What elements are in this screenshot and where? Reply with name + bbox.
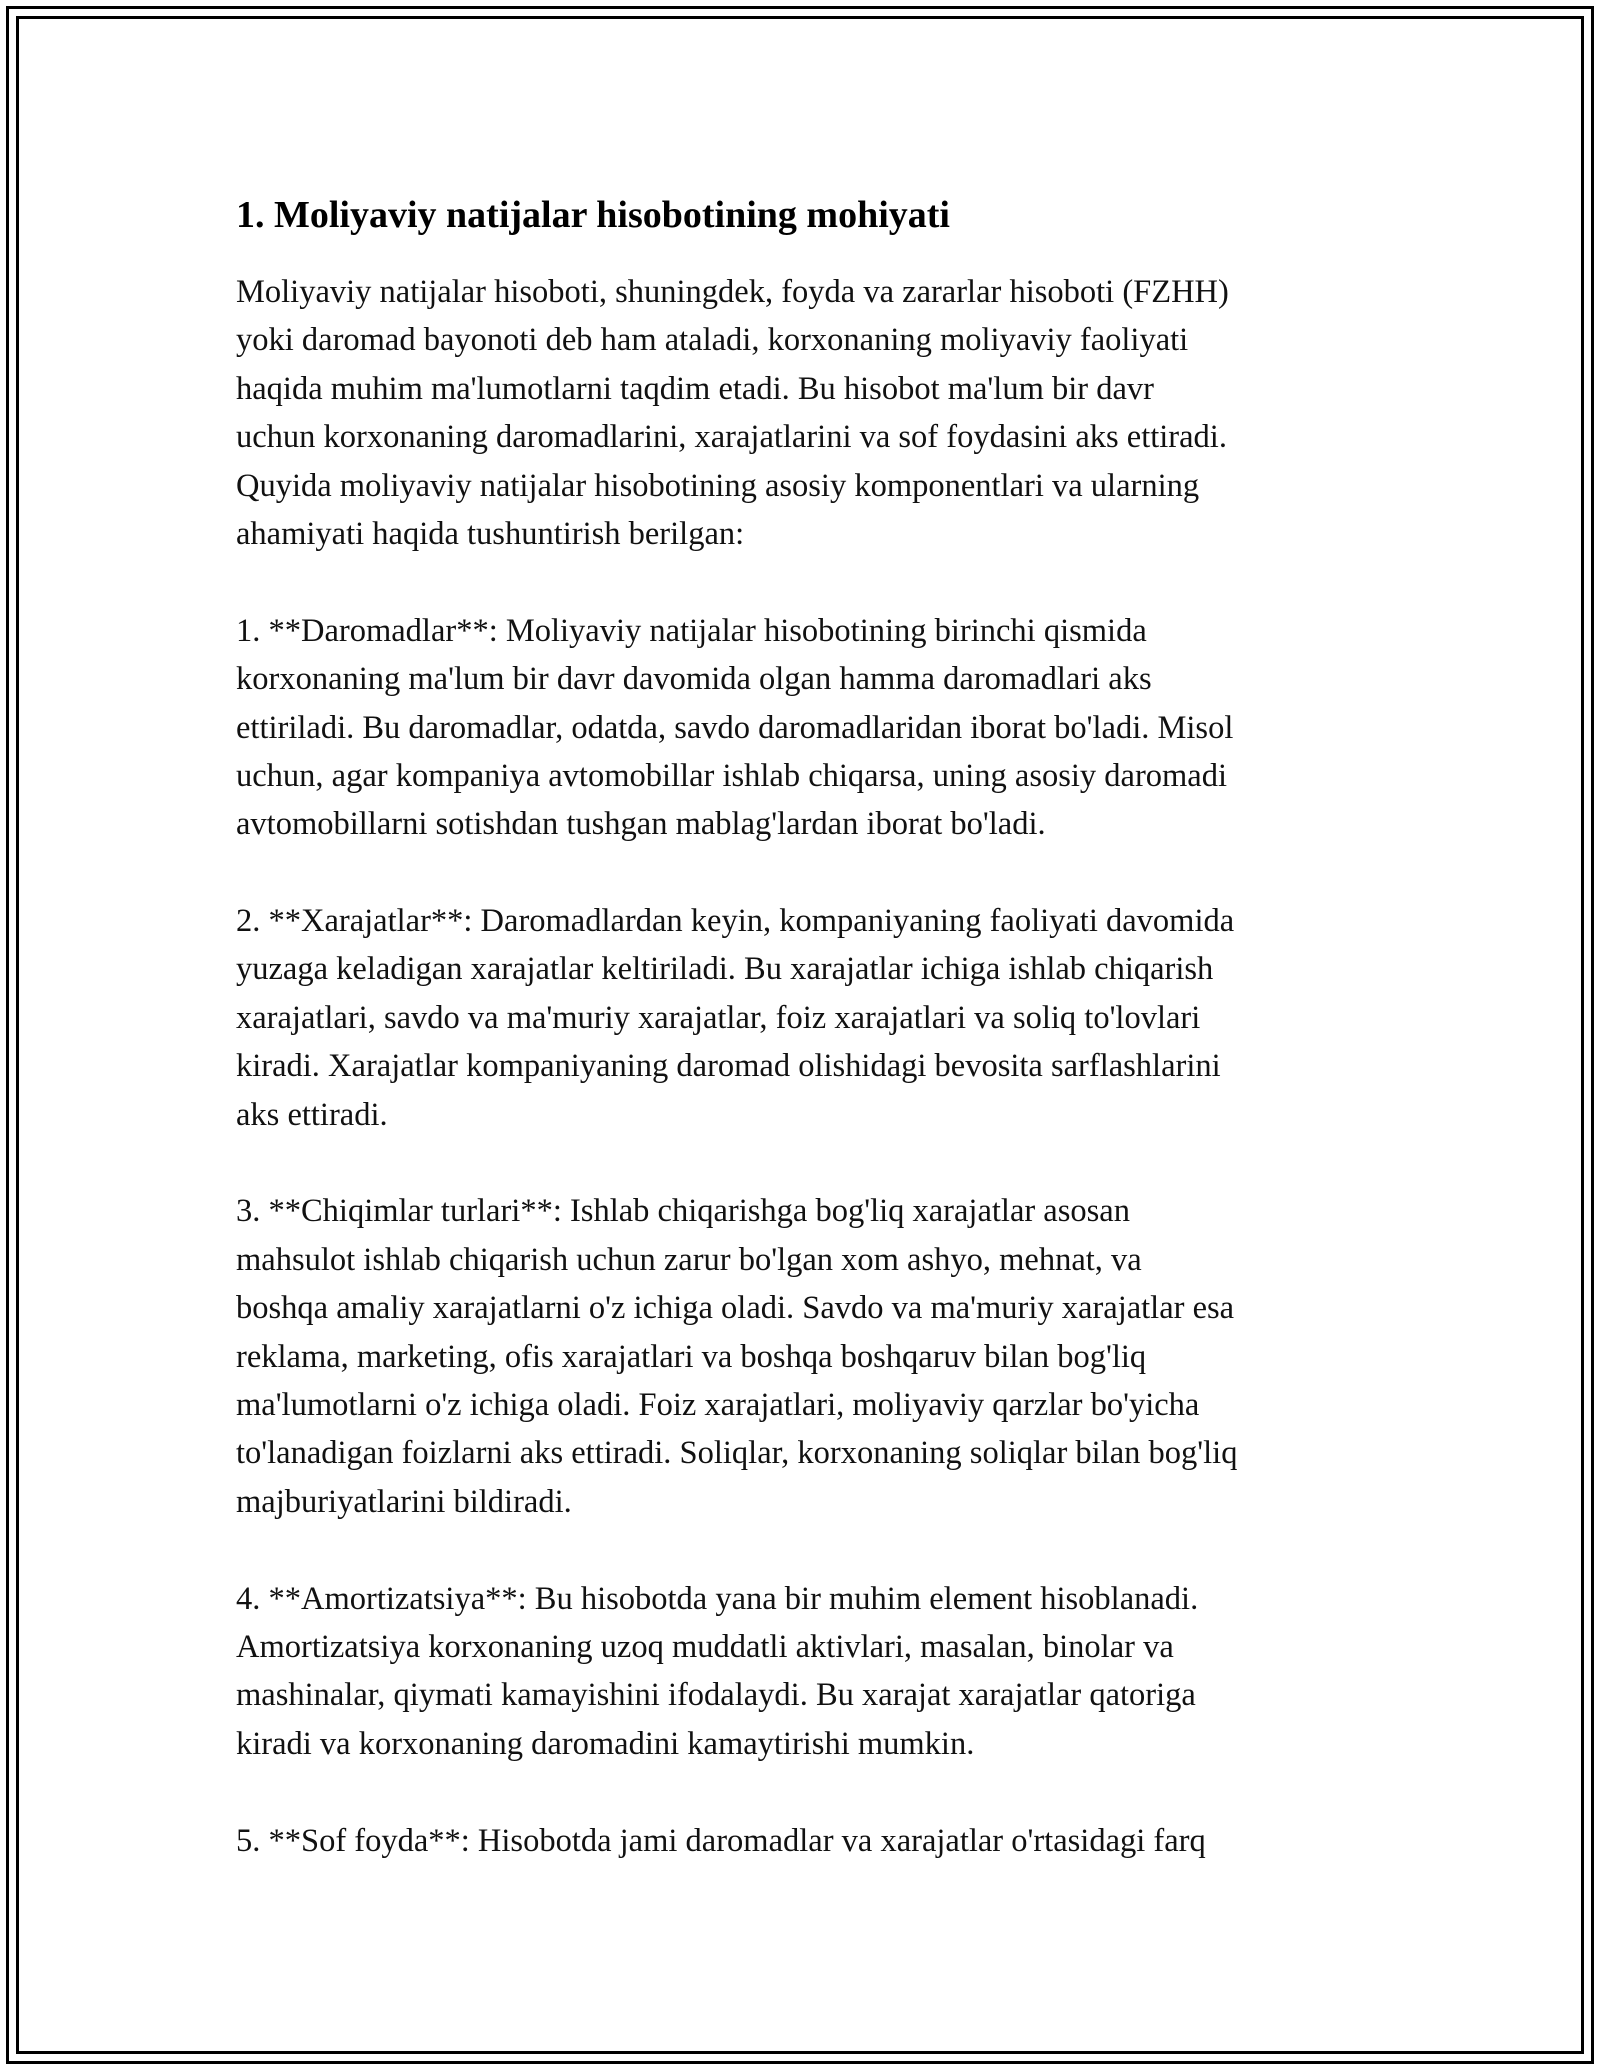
text-line: kiradi va korxonaning daromadini kamaytirishi mumkin.	[236, 1725, 975, 1762]
text-line: kiradi. Xarajatlar kompaniyaning daromad olishidagi bevosita sarflashlarini	[236, 1048, 1221, 1085]
text-line: 3. **Chiqimlar turlari**: Ishlab chiqarishga bog'liq xarajatlar asosan	[236, 1193, 1130, 1230]
text-line: uchun, agar kompaniya avtomobillar ishlab chiqarsa, uning asosiy daromadi	[236, 757, 1227, 794]
text-line: mashinalar, qiymati kamayishini ifodalaydi. Bu xarajat xarajatlar qatoriga	[236, 1677, 1196, 1714]
text-line: korxonaning ma'lum bir davr davomida olgan hamma daromadlari aks	[236, 661, 1152, 698]
document-body	[236, 182, 1376, 1913]
text-line: yuzaga keladigan xarajatlar keltiriladi. Bu xarajatlar ichiga ishlab chiqarish	[236, 951, 1214, 988]
text-line: ahamiyati haqida tushuntirish berilgan:	[236, 515, 745, 552]
text-line: 4. **Amortizatsiya**: Bu hisobotda yana bir muhim element hisoblanadi.	[236, 1580, 1199, 1617]
text-line: ettiriladi. Bu daromadlar, odatda, savdo daromadlaridan iborat bo'ladi. Misol	[236, 709, 1234, 746]
paragraph	[236, 1817, 1376, 1865]
text-line: Amortizatsiya korxonaning uzoq muddatli aktivlari, masalan, binolar va	[236, 1628, 1174, 1665]
paragraph	[236, 897, 1376, 1139]
text-line: uchun korxonaning daromadlarini, xarajatlarini va sof foydasini aks ettiradi.	[236, 419, 1227, 456]
text-line: to'lanadigan foizlarni aks ettiradi. Soliqlar, korxonaning soliqlar bilan bog'liq	[236, 1435, 1238, 1472]
paragraph	[236, 1575, 1376, 1769]
text-line: ma'lumotlarni o'z ichiga oladi. Foiz xarajatlari, moliyaviy qarzlar bo'yicha	[236, 1386, 1200, 1423]
text-line: aks ettiradi.	[236, 1096, 388, 1133]
text-line: majburiyatlarini bildiradi.	[236, 1483, 572, 1520]
text-line: reklama, marketing, ofis xarajatlari va boshqa boshqaruv bilan bog'liq	[236, 1338, 1147, 1375]
text-line: Quyida moliyaviy natijalar hisobotining asosiy komponentlari va ularning	[236, 467, 1200, 504]
paragraph-list	[236, 268, 1376, 1865]
text-line: mahsulot ishlab chiqarish uchun zarur bo'lgan xom ashyo, mehnat, va	[236, 1241, 1142, 1278]
document-heading: 1. Moliyaviy natijalar hisobotining mohiyati	[236, 194, 950, 236]
paragraph	[236, 607, 1376, 849]
text-line: 5. **Sof foyda**: Hisobotda jami daromadlar va xarajatlar o'rtasidagi farq	[236, 1822, 1206, 1859]
paragraph	[236, 268, 1376, 558]
text-line: haqida muhim ma'lumotlarni taqdim etadi. Bu hisobot ma'lum bir davr	[236, 370, 1154, 407]
text-line: xarajatlari, savdo va ma'muriy xarajatlar, foiz xarajatlari va soliq to'lovlari	[236, 999, 1201, 1036]
text-line: Moliyaviy natijalar hisoboti, shuningdek, foyda va zararlar hisoboti (FZHH)	[236, 274, 1229, 310]
text-line: yoki daromad bayonoti deb ham ataladi, korxonaning moliyaviy faoliyati	[236, 322, 1189, 359]
text-line: boshqa amaliy xarajatlarni o'z ichiga oladi. Savdo va ma'muriy xarajatlar esa	[236, 1290, 1235, 1327]
text-line: avtomobillarni sotishdan tushgan mablag'lardan iborat bo'ladi.	[236, 806, 1046, 843]
paragraph	[236, 1187, 1376, 1526]
text-line: 2. **Xarajatlar**: Daromadlardan keyin, kompaniyaning faoliyati davomida	[236, 903, 1235, 940]
text-line: 1. **Daromadlar**: Moliyaviy natijalar hisobotining birinchi qismida	[236, 612, 1147, 649]
